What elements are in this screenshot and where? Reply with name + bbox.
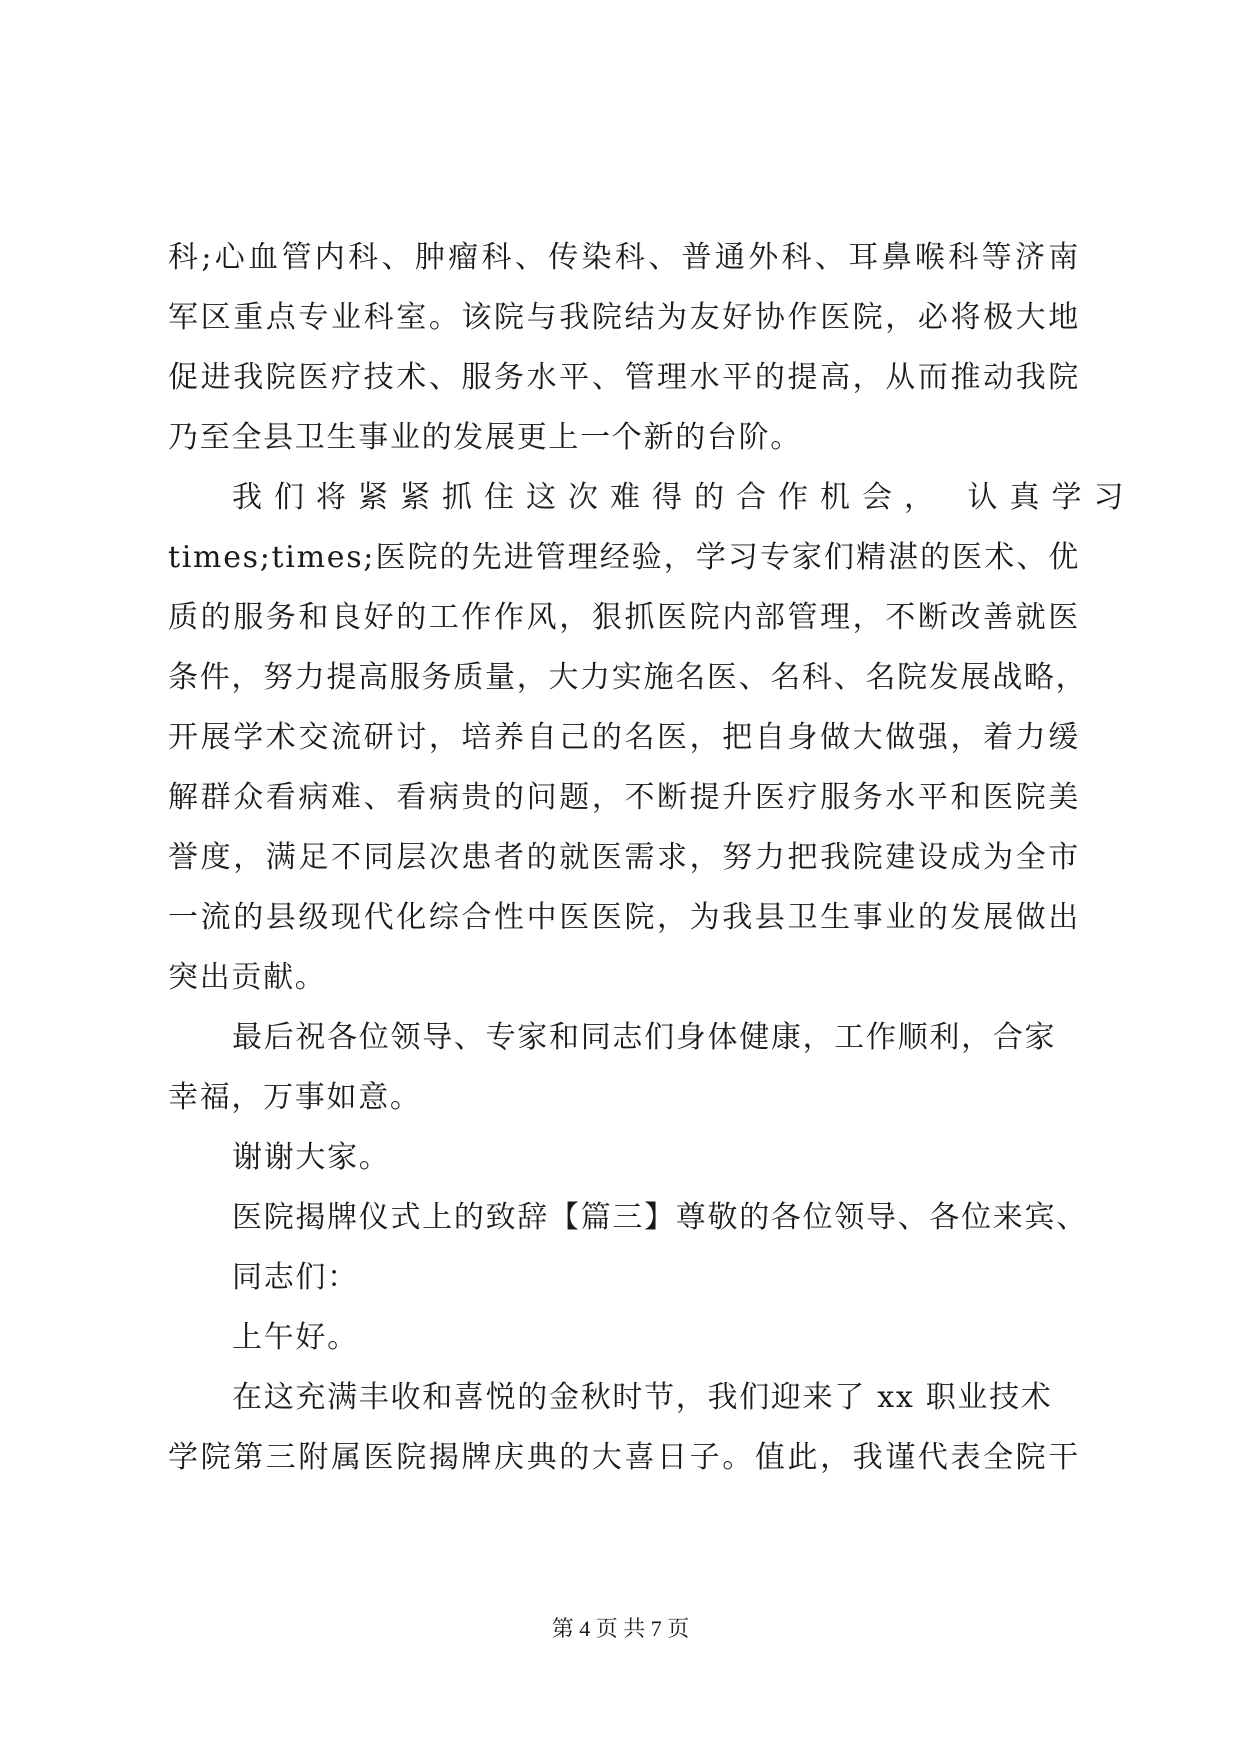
paragraph-start-line: 谢谢大家。: [232, 1140, 391, 1175]
text-line: 科;心血管内科、肿瘤科、传染科、普通外科、耳鼻喉科等济南: [168, 240, 1080, 275]
text-line: 学院第三附属医院揭牌庆典的大喜日子。值此，我谨代表全院干: [168, 1440, 1080, 1475]
page-number-footer: 第 4 页 共 7 页: [551, 1616, 690, 1641]
text-line: 一流的县级现代化综合性中医医院，为我县卫生事业的发展做出: [168, 900, 1080, 935]
text-line: 质的服务和良好的工作作风，狠抓医院内部管理，不断改善就医: [168, 600, 1080, 635]
text-line: 军区重点专业科室。该院与我院结为友好协作医院，必将极大地: [168, 300, 1080, 335]
text-line: 开展学术交流研讨，培养自己的名医，把自身做大做强，着力缓: [168, 720, 1080, 755]
text-line: 解群众看病难、看病贵的问题，不断提升医疗服务水平和医院美: [168, 780, 1080, 815]
text-line: 突出贡献。: [168, 960, 327, 995]
text-line: 幸福，万事如意。: [168, 1080, 422, 1115]
paragraph-start-line: 我们将紧紧抓住这次难得的合作机会， 认真学习: [232, 480, 1136, 515]
text-line: times;times;医院的先进管理经验，学习专家们精湛的医术、优: [168, 540, 1080, 575]
paragraph-start-line: 同志们：: [232, 1260, 359, 1295]
text-line: 誉度，满足不同层次患者的就医需求，努力把我院建设成为全市: [168, 840, 1080, 875]
section-heading-line: 医院揭牌仪式上的致辞【篇三】尊敬的各位领导、各位来宾、: [232, 1200, 1088, 1235]
paragraph-start-line: 上午好。: [232, 1320, 359, 1355]
paragraph-start-line: 在这充满丰收和喜悦的金秋时节，我们迎来了 xx 职业技术: [232, 1380, 1053, 1415]
paragraph-start-line: 最后祝各位领导、专家和同志们身体健康，工作顺利，合家: [232, 1020, 1057, 1055]
text-line: 条件，努力提高服务质量，大力实施名医、名科、名院发展战略，: [168, 660, 1088, 695]
document-body: [168, 228, 1136, 1488]
text-line: 乃至全县卫生事业的发展更上一个新的台阶。: [168, 420, 802, 455]
text-line: 促进我院医疗技术、服务水平、管理水平的提高，从而推动我院: [168, 360, 1080, 395]
